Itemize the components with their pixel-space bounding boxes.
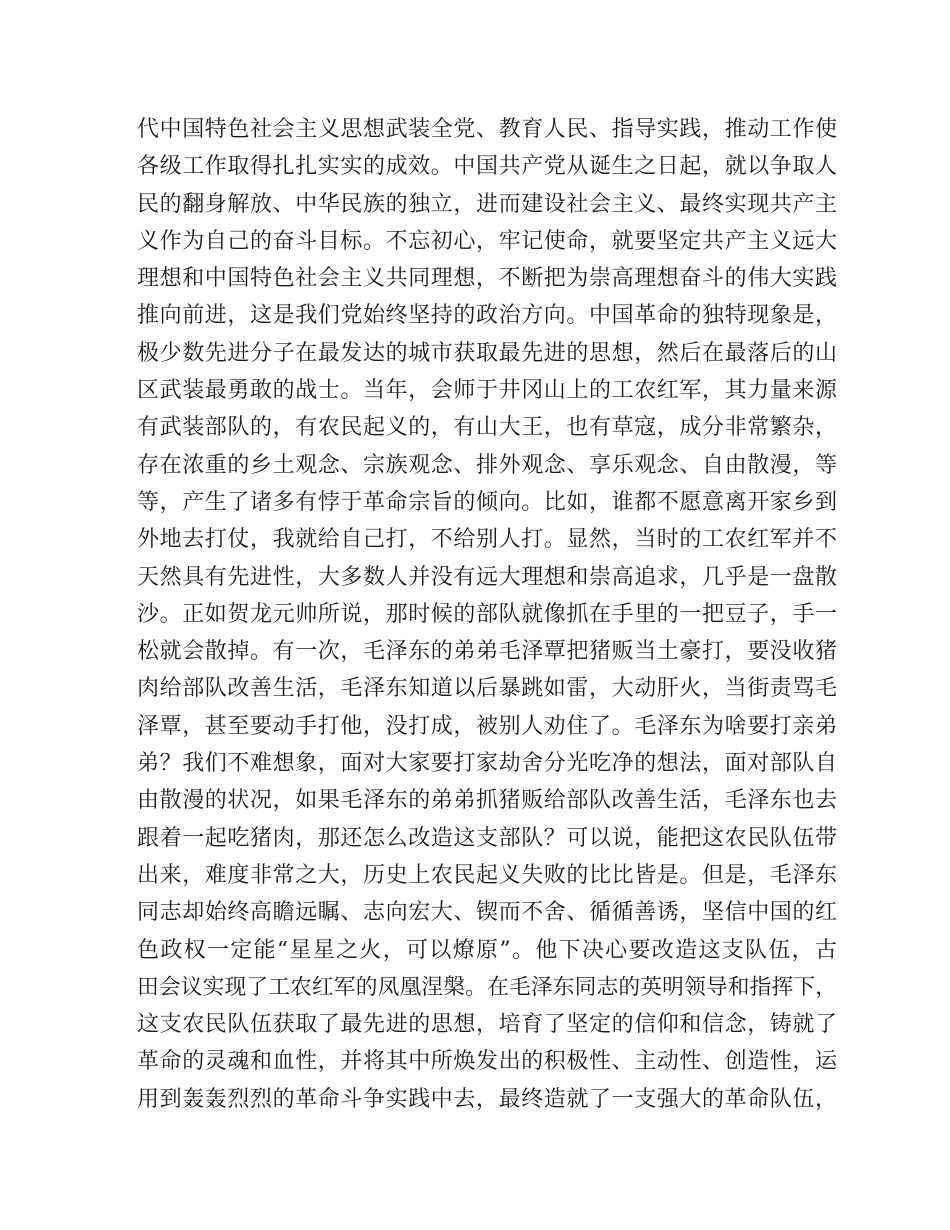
text-line: 泽覃，甚至要动手打他，没打成，被别人劝住了。毛泽东为啥要打亲弟 [137,713,837,739]
text-line: 极少数先进分子在最发达的城市获取最先进的思想，然后在最落后的山 [137,340,837,366]
text-line: 由散漫的状况，如果毛泽东的弟弟抓猪贩给部队改善生活，毛泽东也去 [137,788,837,814]
text-line: 义作为自己的奋斗目标。不忘初心，牢记使命，就要坚定共产主义远大 [137,228,837,254]
text-line: 沙。正如贺龙元帅所说，那时候的部队就像抓在手里的一把豆子，手一 [137,601,837,627]
text-line: 同志却始终高瞻远瞩、志向宏大、锲而不舍、循循善诱，坚信中国的红 [137,900,837,926]
text-line: 区武装最勇敢的战士。当年，会师于井冈山上的工农红军，其力量来源 [137,378,837,404]
text-line: 革命的灵魂和血性，并将其中所焕发出的积极性、主动性、创造性，运 [137,1049,837,1075]
text-line: 弟？我们不难想象，面对大家要打家劫舍分光吃净的想法，面对部队自 [137,751,837,777]
text-line: 等，产生了诸多有悖于革命宗旨的倾向。比如，谁都不愿意离开家乡到 [137,489,837,515]
text-line: 这支农民队伍获取了最先进的思想，培育了坚定的信仰和信念，铸就了 [137,1012,837,1038]
text-line: 用到轰轰烈烈的革命斗争实践中去，最终造就了一支强大的革命队伍， [137,1086,837,1112]
text-line: 理想和中国特色社会主义共同理想，不断把为崇高理想奋斗的伟大实践 [137,266,837,292]
body-paragraph [137,111,837,1118]
text-line: 代中国特色社会主义思想武装全党、教育人民、指导实践，推动工作使 [137,117,837,142]
text-line: 各级工作取得扎扎实实的成效。中国共产党从诞生之日起，就以争取人 [137,154,837,180]
text-line: 田会议实现了工农红军的凤凰涅槃。在毛泽东同志的英明领导和指挥下， [137,974,837,1000]
text-line: 出来，难度非常之大，历史上农民起义失败的比比皆是。但是，毛泽东 [137,862,837,888]
text-line: 天然具有先进性，大多数人并没有远大理想和崇高追求，几乎是一盘散 [137,564,837,590]
text-line: 存在浓重的乡土观念、宗族观念、排外观念、享乐观念、自由散漫，等 [137,452,837,478]
text-line: 有武装部队的，有农民起义的，有山大王，也有草寇，成分非常繁杂， [137,415,837,441]
text-line: 推向前进，这是我们党始终坚持的政治方向。中国革命的独特现象是， [137,303,837,329]
text-line: 民的翻身解放、中华民族的独立，进而建设社会主义、最终实现共产主 [137,191,837,217]
text-line: 色政权一定能“星星之火，可以燎原”。他下决心要改造这支队伍，古 [137,937,837,963]
text-line: 跟着一起吃猪肉，那还怎么改造这支部队？可以说，能把这农民队伍带 [137,825,837,851]
text-line: 肉给部队改善生活，毛泽东知道以后暴跳如雷，大动肝火，当街责骂毛 [137,676,837,702]
text-line: 外地去打仗，我就给自己打，不给别人打。显然，当时的工农红军并不 [137,527,837,553]
text-line: 松就会散掉。有一次，毛泽东的弟弟毛泽覃把猪贩当土豪打，要没收猪 [137,639,837,665]
